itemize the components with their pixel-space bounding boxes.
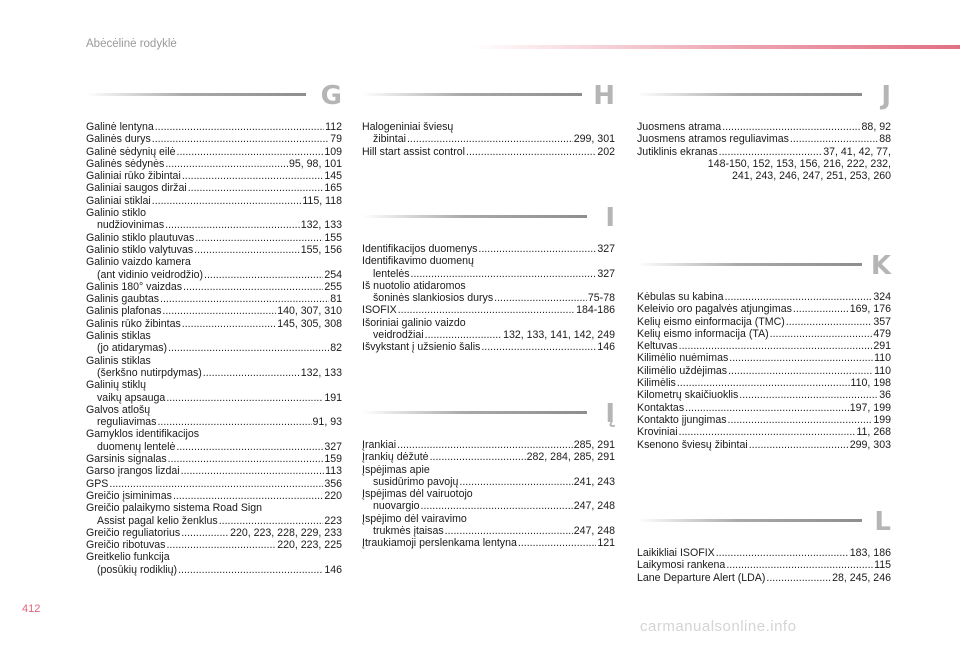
entry-term: Kilimėlio nuėmimas [637, 352, 729, 365]
dot-leader [160, 293, 329, 305]
index-entry [637, 414, 891, 426]
entry-pages: 220 [324, 489, 342, 502]
entry-pages: 327 [597, 267, 615, 280]
entry-term: Kontakto įjungimas [637, 413, 727, 426]
index-entry [86, 527, 342, 539]
entry-pages: 112 [325, 121, 342, 133]
index-entry [362, 537, 615, 549]
entry-pages: 241, 243 [573, 475, 615, 488]
section-letter-J: J [881, 81, 891, 111]
index-entry [86, 133, 342, 145]
index-entry [86, 146, 342, 158]
entry-term: Identifikavimo duomenų [362, 255, 474, 268]
entry-term: Hill start assist control [362, 145, 466, 158]
dot-leader [182, 170, 324, 182]
entry-term: Galinio stiklo valytuvas [86, 243, 194, 256]
index-entry [362, 121, 615, 146]
section-letter-L: L [874, 507, 891, 537]
dot-leader [166, 539, 276, 551]
index-entry [637, 377, 891, 389]
section-H [362, 81, 615, 158]
entry-pages: 110 [874, 364, 891, 377]
entry-pages: 110 [874, 352, 891, 365]
dot-leader [478, 243, 596, 255]
section-divider [86, 93, 306, 96]
index-entry [637, 133, 891, 145]
dot-leader [203, 367, 300, 379]
entry-pages: 183, 186 [849, 547, 891, 559]
section-letter-I: I [605, 203, 615, 233]
section-divider [637, 519, 862, 522]
dot-leader [466, 146, 596, 158]
dot-leader [188, 182, 324, 194]
dot-leader [182, 318, 276, 330]
dot-leader [219, 515, 324, 527]
entry-subterm: šoninės slankiosios durys [373, 292, 494, 305]
dot-leader [177, 146, 324, 158]
entry-term: Laikymosi rankena [637, 559, 726, 572]
dot-leader [166, 392, 323, 404]
index-entry [637, 352, 891, 364]
dot-leader [168, 453, 324, 465]
entry-pages: 299, 301 [573, 133, 615, 146]
entry-term: Įtraukiamoji perslenkama lentyna [362, 537, 517, 550]
index-entry [86, 170, 342, 182]
entry-subterm: (šerkšno nutirpdymas) [97, 366, 202, 379]
dot-leader [685, 402, 849, 414]
dot-leader [786, 316, 873, 328]
entry-term: Galiniai saugos diržai [86, 182, 187, 195]
entry-term: Identifikacijos duomenys [362, 243, 478, 255]
entry-subterm: reguliavimas [97, 416, 157, 429]
index-entry [86, 404, 342, 429]
dot-leader [518, 537, 596, 549]
section-letter-I-ogonek: Į [605, 399, 615, 429]
index-entry [86, 305, 342, 317]
entry-term: Įspėjimas apie [362, 463, 430, 476]
entry-pages: 155, 156 [300, 243, 342, 256]
header-accent-bar [470, 45, 960, 49]
entry-pages: 324 [873, 291, 891, 303]
index-entry [362, 243, 615, 255]
index-entry [637, 328, 891, 340]
entry-term: Kilimėlio uždėjimas [637, 364, 728, 377]
entry-continuation: 148-150, 152, 153, 156, 216, 222, 232, [707, 157, 891, 170]
index-entry [362, 488, 615, 513]
entry-term: Greičio ribotuvas [86, 539, 166, 552]
dot-leader [770, 328, 873, 340]
entry-subterm: žibintai [373, 133, 406, 146]
index-entry [86, 318, 342, 330]
entry-term: Gamyklos identifikacijos [86, 428, 200, 441]
index-entry [362, 451, 615, 463]
entry-pages: 254 [324, 268, 342, 281]
entry-pages: 82 [330, 342, 342, 355]
index-entry [637, 291, 891, 303]
entry-term: Kelių eismo einformacija (TMC) [637, 315, 785, 328]
entry-pages: 81 [330, 293, 342, 306]
index-entry [86, 256, 342, 281]
dot-leader [728, 414, 873, 426]
entry-term: Galinis 180° vaizdas [86, 280, 183, 293]
dot-leader [204, 269, 323, 281]
entry-pages: 479 [873, 327, 891, 340]
entry-pages: 247, 248 [573, 525, 615, 538]
dot-leader [173, 490, 323, 502]
index-entry [362, 439, 615, 451]
index-entry [362, 304, 615, 316]
entry-term: Garsinis signalas [86, 453, 167, 466]
entry-pages: 299, 303 [849, 438, 891, 451]
entry-pages: 357 [873, 315, 891, 328]
index-entry [86, 207, 342, 232]
entry-term: Ksenono šviesų žibintai [637, 438, 748, 451]
entry-pages: 132, 133 [300, 366, 342, 379]
dot-leader [176, 441, 323, 453]
dot-leader [421, 500, 573, 512]
watermark: carmanualsonline.info [640, 618, 797, 635]
entry-term: Galinės sėdynės [86, 157, 165, 170]
entry-term: Galinio stiklo plautuvas [86, 231, 195, 244]
entry-term: Iš nuotolio atidaromos [362, 279, 466, 292]
dot-leader [494, 292, 587, 304]
index-entry [362, 317, 615, 342]
section-divider [362, 215, 587, 218]
entry-continuation: 241, 243, 246, 247, 251, 253, 260 [731, 170, 891, 183]
section-K [637, 251, 891, 451]
index-entry [637, 121, 891, 133]
entry-pages: 146 [597, 341, 615, 354]
entry-pages: 37, 41, 42, 77, [823, 145, 891, 158]
index-entry [86, 281, 342, 293]
entry-list [362, 121, 615, 158]
entry-pages: 36 [879, 389, 891, 402]
entry-subterm: vaikų apsauga [97, 391, 166, 404]
entry-subterm: lentelės [373, 267, 410, 280]
dot-leader [168, 342, 329, 354]
index-entry [86, 121, 342, 133]
entry-subterm: (ant vidinio veidrodžio) [97, 268, 203, 281]
entry-term: Jutiklinis ekranas [637, 145, 718, 158]
dot-leader [178, 564, 323, 576]
entry-term: Išoriniai galinio vaizdo [362, 316, 466, 329]
entry-term: Kilimėlis [637, 377, 676, 390]
entry-pages: 184-186 [576, 304, 615, 317]
dot-leader [729, 352, 873, 364]
dot-leader [407, 133, 573, 145]
index-entry [362, 341, 615, 353]
entry-term: Galiniai stiklai [86, 194, 151, 207]
index-entry [86, 490, 342, 502]
entry-pages: 169, 176 [849, 303, 891, 316]
column-left [86, 81, 342, 576]
entry-term: Galinis plafonas [86, 305, 162, 318]
entry-term: Greičio palaikymo sistema Road Sign [86, 502, 263, 515]
dot-leader [716, 547, 849, 559]
dot-leader [152, 133, 329, 145]
index-entry [637, 365, 891, 377]
dot-leader [677, 377, 850, 389]
entry-pages: 202 [597, 145, 615, 158]
index-entry [637, 146, 891, 158]
dot-leader [155, 121, 324, 133]
index-entry [362, 513, 615, 538]
entry-term: Kilometrų skaičiuoklis [637, 389, 739, 402]
entry-term: Juosmens atramos reguliavimas [637, 133, 789, 146]
index-entry [637, 303, 891, 315]
entry-pages: 146 [324, 563, 342, 576]
entry-term: Galinė sėdynių eilė [86, 145, 176, 158]
entry-pages: 88 [879, 133, 891, 146]
section-divider [362, 93, 582, 96]
entry-subterm: trukmės įtaisas [373, 525, 444, 538]
dot-leader [459, 476, 572, 488]
dot-leader [725, 291, 873, 303]
index-entry [637, 389, 891, 401]
entry-term: Halogeniniai šviesų [362, 121, 454, 133]
entry-term: Įrankiai [362, 439, 397, 451]
index-entry [637, 426, 891, 438]
entry-term: Galinio vaizdo kamera [86, 256, 191, 269]
entry-pages: 79 [330, 133, 342, 146]
section-L [637, 507, 891, 584]
entry-term: Galiniai rūko žibintai [86, 170, 181, 183]
section-I [362, 203, 615, 354]
index-entry [86, 453, 342, 465]
column-right [637, 81, 891, 584]
entry-pages: 327 [324, 440, 342, 453]
page-header-title: Abėcėlinė rodyklė [86, 38, 177, 50]
index-entry [362, 255, 615, 280]
section-letter-G: G [320, 81, 342, 111]
entry-pages: 199 [873, 413, 891, 426]
entry-term: Galinė lentyna [86, 121, 154, 133]
entry-list [362, 243, 615, 354]
entry-pages: 197, 199 [849, 401, 891, 414]
entry-term: Įspėjimas dėl vairuotojo [362, 488, 473, 501]
entry-subterm: susidūrimo pavojų [373, 475, 459, 488]
entry-term: Keleivio oro pagalvės atjungimas [637, 303, 792, 316]
section-I-ogonek [362, 399, 615, 550]
entry-pages: 113 [325, 465, 342, 478]
entry-term: GPS [86, 477, 109, 490]
entry-term: Įrankių dėžutė [362, 451, 429, 464]
index-entry [86, 195, 342, 207]
entry-term: Galvos atlošų [86, 403, 151, 416]
entry-subterm: nuovargio [373, 500, 420, 513]
entry-subterm: duomenų lentelė [97, 440, 176, 453]
index-entry [86, 551, 342, 576]
entry-term: Kroviniai [637, 426, 678, 439]
entry-subterm: Assist pagal kelio ženklus [97, 514, 218, 527]
entry-pages: 223 [324, 514, 342, 527]
dot-leader [109, 478, 323, 490]
entry-term: Galinis stiklas [86, 330, 151, 343]
entry-pages: 115 [874, 559, 891, 572]
entry-pages: 291 [873, 340, 891, 353]
dot-leader [722, 121, 860, 133]
entry-pages: 132, 133, 141, 142, 249 [503, 329, 615, 342]
index-entry [362, 280, 615, 305]
index-entry [637, 439, 891, 451]
entry-term: Galinis stiklas [86, 354, 151, 367]
section-divider [637, 263, 862, 266]
entry-subterm: (jo atidarymas) [97, 342, 168, 355]
dot-leader [425, 329, 502, 341]
entry-term: Galinis gaubtas [86, 293, 160, 306]
section-divider [637, 93, 862, 96]
entry-term: Galinio stiklo [86, 207, 147, 220]
entry-pages: 95, 98, 101 [288, 157, 342, 170]
entry-term: Greitkelio funkcija [86, 551, 170, 564]
entry-term: Įspėjimo dėl vairavimo [362, 512, 467, 525]
dot-leader [152, 195, 302, 207]
dot-leader [766, 572, 831, 584]
entry-pages: 159 [324, 453, 342, 466]
dot-leader [445, 525, 573, 537]
entry-pages: 191 [324, 391, 342, 404]
index-entry [86, 478, 342, 490]
index-entry [86, 465, 342, 477]
dot-leader [195, 232, 323, 244]
entry-pages: 327 [597, 243, 615, 255]
index-entry [86, 330, 342, 355]
dot-leader [728, 365, 873, 377]
dot-leader [194, 244, 300, 256]
entry-list [362, 439, 615, 550]
entry-term: Greičio reguliatorius [86, 526, 181, 539]
dot-leader [181, 527, 229, 539]
dot-leader [397, 439, 573, 451]
section-J [637, 81, 891, 183]
entry-pages: 115, 118 [302, 194, 342, 207]
dot-leader [726, 559, 873, 571]
entry-term: Kėbulas su kabina [637, 291, 724, 303]
dot-leader [398, 304, 575, 316]
entry-term: Kontaktas [637, 401, 685, 414]
dot-leader [162, 305, 276, 317]
index-entry [86, 502, 342, 527]
entry-term: Galinis rūko žibintas [86, 317, 181, 330]
index-entry [86, 158, 342, 170]
column-middle [362, 81, 615, 550]
entry-subterm: veidrodžiai [373, 329, 424, 342]
index-entry [86, 379, 342, 404]
entry-term: ISOFIX [362, 304, 397, 317]
entry-term: Lane Departure Alert (LDA) [637, 571, 766, 584]
index-entry [86, 232, 342, 244]
entry-pages: 109 [324, 145, 342, 158]
entry-term: Greičio įsiminimas [86, 489, 172, 502]
entry-pages: 121 [597, 537, 615, 550]
entry-list [86, 121, 342, 576]
entry-pages: 88, 92 [861, 121, 891, 133]
entry-pages: 110, 198 [850, 377, 891, 390]
dot-leader [679, 340, 873, 352]
entry-term: Galinės durys [86, 133, 151, 146]
dot-leader [793, 303, 849, 315]
dot-leader [165, 219, 300, 231]
entry-pages: 155 [324, 231, 342, 244]
index-entry [637, 316, 891, 328]
dot-leader [790, 133, 878, 145]
section-G [86, 81, 342, 576]
entry-pages: 255 [324, 280, 342, 293]
dot-leader [481, 341, 596, 353]
dot-leader [739, 389, 878, 401]
entry-pages: 11, 268 [856, 426, 891, 439]
entry-term: Kelių eismo informacija (TA) [637, 327, 769, 340]
section-letter-H: H [593, 81, 615, 111]
index-entry [637, 559, 891, 571]
index-entry [637, 547, 891, 559]
section-divider [362, 411, 587, 414]
entry-list [637, 547, 891, 584]
dot-leader [157, 416, 311, 428]
index-entry [637, 340, 891, 352]
index-entry [86, 539, 342, 551]
dot-leader [411, 268, 597, 280]
entry-pages: 220, 223, 228, 229, 233 [230, 526, 342, 539]
entry-pages: 91, 93 [312, 416, 342, 429]
entry-pages: 285, 291 [573, 439, 615, 451]
dot-leader [679, 426, 856, 438]
entry-term: Laikikliai ISOFIX [637, 547, 715, 559]
entry-subterm: (posūkių rodiklių) [97, 563, 178, 576]
dot-leader [165, 158, 288, 170]
index-entry [86, 355, 342, 380]
section-letter-K: K [870, 251, 891, 281]
dot-leader [183, 281, 323, 293]
index-entry [637, 572, 891, 584]
entry-term: Garso įrangos lizdai [86, 465, 180, 478]
index-entry [362, 146, 615, 158]
dot-leader [181, 465, 324, 477]
index-entry [86, 244, 342, 256]
entry-pages: 28, 245, 246 [832, 571, 891, 584]
entry-pages: 165 [324, 182, 342, 195]
index-entry [362, 464, 615, 489]
entry-list [637, 121, 891, 158]
entry-pages: 140, 307, 310 [277, 305, 342, 318]
entry-subterm: nudžiovinimas [97, 219, 165, 232]
index-entry [86, 428, 342, 453]
dot-leader [749, 439, 849, 451]
entry-pages: 75-78 [587, 292, 615, 305]
dot-leader [430, 451, 526, 463]
entry-pages: 282, 284, 285, 291 [526, 451, 615, 464]
dot-leader [719, 146, 823, 158]
entry-term: Galinių stiklų [86, 379, 147, 392]
entry-pages: 132, 133 [300, 219, 342, 232]
index-entry [86, 293, 342, 305]
entry-list [637, 291, 891, 451]
entry-term: Juosmens atrama [637, 121, 722, 133]
page-number: 412 [22, 603, 41, 615]
entry-term: Išvykstant į užsienio šalis [362, 341, 481, 354]
index-entry [637, 402, 891, 414]
index-entry [86, 182, 342, 194]
entry-pages: 220, 223, 225 [277, 539, 342, 552]
entry-pages: 356 [324, 477, 342, 490]
entry-term: Keltuvas [637, 340, 678, 353]
entry-pages: 247, 248 [573, 500, 615, 513]
entry-pages: 145 [324, 170, 342, 183]
entry-pages: 145, 305, 308 [277, 317, 342, 330]
